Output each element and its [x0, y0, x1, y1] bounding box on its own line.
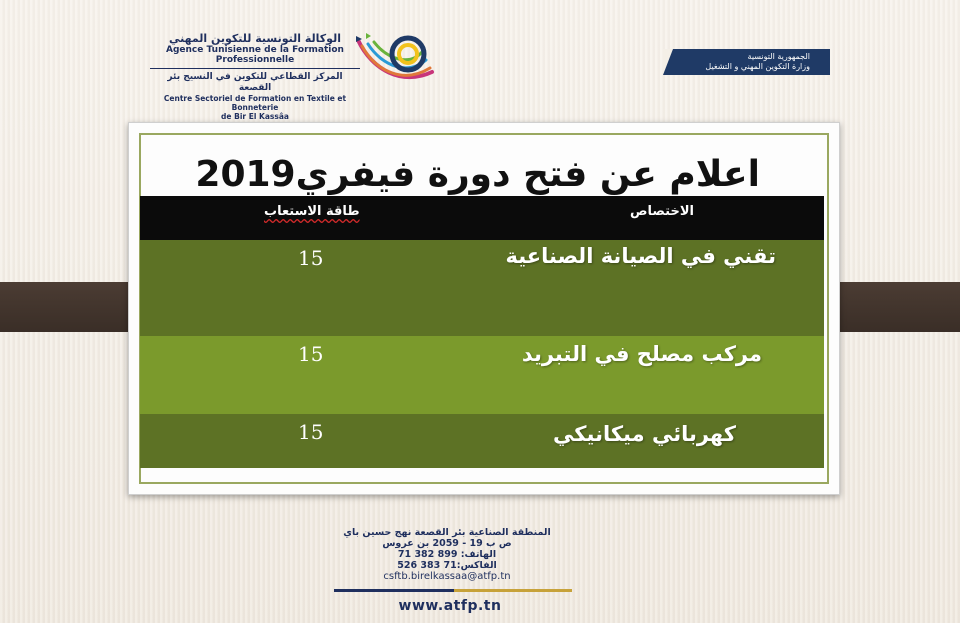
row-specialty: تقني في الصيانة الصناعية: [505, 244, 776, 268]
table-row: [140, 414, 824, 468]
slide-title: اعلام عن فتح دورة فيفري2019: [195, 154, 760, 195]
row-capacity: 15: [298, 246, 324, 270]
table-header: [140, 196, 824, 240]
phone-number: الهاتف: 899 382 71: [397, 549, 497, 560]
contact-address: [332, 527, 562, 582]
center-name-fr-2: de Bir El Kassâa: [221, 112, 289, 121]
column-header-specialty: الاختصاص: [630, 204, 694, 219]
row-capacity: 15: [298, 420, 324, 444]
courses-table: [140, 196, 824, 468]
ministry-line-2: وزارة التكوين المهني و التشغيل: [705, 62, 810, 71]
center-name-fr-1: Centre Sectoriel de Formation en Textile et Bonneterie: [163, 94, 347, 112]
ministry-line-1: الجمهورية التونسية: [747, 52, 810, 61]
agency-header: [150, 32, 360, 121]
fax-number: الفاكس:71 383 526: [397, 560, 497, 571]
atfp-logo-icon: [352, 30, 440, 92]
agency-name-fr-2: Professionnelle: [215, 55, 295, 65]
table-row: [140, 336, 824, 414]
agency-name-fr-1: Agence Tunisienne de la Formation: [166, 45, 344, 55]
table-row: [140, 240, 824, 336]
website-link[interactable]: www.atfp.tn: [398, 598, 502, 614]
email-link[interactable]: csftb.birelkassaa@atfp.tn: [383, 571, 511, 582]
agency-name-ar: الوكالة التونسية للتكوين المهني: [169, 32, 341, 45]
row-specialty: كهربائي ميكانيكي: [553, 422, 736, 446]
row-specialty: مركب مصلح في التبريد: [521, 342, 762, 366]
footer-divider: [334, 589, 572, 592]
row-capacity: 15: [298, 342, 324, 366]
column-header-capacity: طاقة الاستعاب: [264, 204, 360, 219]
address-line-1: المنطقة الصناعية بئر القصعة نهج حسين باي: [343, 527, 551, 538]
address-line-2: ص ب 19 - 2059 بن عروس: [382, 538, 512, 549]
ministry-banner: [663, 49, 830, 75]
agency-divider: [150, 68, 360, 69]
center-name-ar: المركز القطاعي للتكوين في النسيج بئر القصعة: [167, 72, 343, 93]
